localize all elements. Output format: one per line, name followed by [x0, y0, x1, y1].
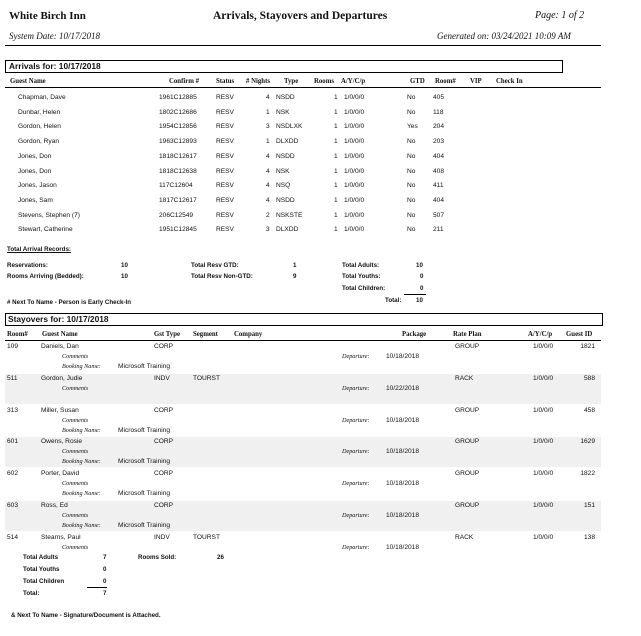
column-header: Segment — [193, 331, 218, 338]
arr-total-label: Total: — [385, 297, 402, 304]
column-header: VIP — [470, 78, 482, 85]
resv-nongtd-label: Total Resv Non-GTD: — [191, 273, 253, 280]
confirm-number-cell: 1818C12638 — [159, 167, 197, 175]
gtd-cell: No — [407, 182, 416, 190]
rate-plan-cell: GROUP — [455, 406, 480, 414]
gtd-cell: Yes — [407, 123, 418, 131]
gtd-cell: No — [407, 211, 416, 219]
status-cell: RESV — [216, 94, 234, 101]
column-header: Gst Type — [154, 331, 180, 338]
room-number-cell: 211 — [433, 226, 444, 234]
departure-date-cell: 10/18/2018 — [386, 480, 420, 488]
table-row — [0, 94, 641, 106]
nights-cell: 2 — [266, 211, 270, 219]
arr-total-value: 10 — [416, 297, 423, 304]
aycp-cell: 1/0/0/0 — [533, 470, 554, 478]
guest-id-cell: 1821 — [580, 343, 595, 350]
guest-name-cell: Gordon, Ryan — [18, 138, 60, 146]
arr-children-value: 0 — [420, 285, 424, 292]
page-number: Page: 1 of 2 — [535, 10, 585, 21]
rooms-cell: 1 — [334, 196, 338, 204]
aycp-cell: 1/0/0/0 — [344, 226, 365, 234]
comments-label: Comments — [62, 512, 89, 519]
table-row — [0, 197, 641, 209]
segment-cell: TOURST — [193, 533, 220, 541]
column-header: # Nights — [246, 78, 270, 85]
table-row — [0, 212, 641, 224]
arr-youths-label: Total Youths: — [342, 273, 381, 280]
resv-nongtd-value: 9 — [293, 273, 297, 280]
booking-name-label: Booking Name: — [62, 522, 101, 529]
aycp-cell: 1/0/0/0 — [344, 167, 365, 175]
guest-type-cell: CORP — [154, 438, 174, 446]
room-number-cell: 601 — [7, 438, 19, 446]
stay-youths-label: Total Youths — [23, 566, 60, 573]
table-row — [0, 501, 641, 531]
column-header: Package — [402, 331, 427, 338]
hotel-name: White Birch Inn — [9, 10, 86, 22]
rate-plan-cell: GROUP — [455, 343, 480, 350]
reservations-value: 10 — [121, 262, 128, 269]
nights-cell: 4 — [266, 167, 270, 175]
guest-name-cell: Dunbar, Helen — [18, 108, 61, 116]
room-number-cell: 602 — [7, 470, 19, 478]
table-row — [0, 138, 641, 150]
confirm-number-cell: 1963C12893 — [159, 138, 197, 146]
departure-date-cell: 10/18/2018 — [386, 416, 420, 424]
column-header: Rooms — [314, 78, 335, 85]
column-header: Room# — [7, 331, 28, 338]
aycp-cell: 1/0/0/0 — [344, 123, 365, 131]
stay-total-value: 7 — [103, 590, 107, 597]
rooms-cell: 1 — [334, 138, 338, 146]
guest-id-cell: 1629 — [580, 438, 595, 446]
stay-children-label: Total Children — [23, 578, 65, 585]
booking-name-label: Booking Name: — [62, 426, 101, 434]
stay-total-rule — [87, 587, 107, 588]
status-cell: RESV — [216, 196, 234, 204]
table-row — [0, 168, 641, 180]
table-row — [0, 226, 641, 238]
column-header: A/Y/C/p — [341, 78, 366, 85]
status-cell: RESV — [216, 167, 234, 175]
column-header: Type — [284, 78, 299, 85]
system-date: System Date: 10/17/2018 — [9, 31, 100, 41]
rate-plan-cell: RACK — [455, 374, 474, 382]
departure-date-cell: 10/18/2018 — [386, 543, 420, 551]
segment-cell: TOURST — [193, 374, 220, 382]
header-divider — [5, 45, 601, 46]
room-number-cell: 313 — [7, 406, 19, 414]
confirm-number-cell: 1802C12686 — [159, 108, 197, 116]
stay-total-label: Total: — [23, 590, 40, 597]
column-header: Guest ID — [566, 331, 593, 338]
guest-name-cell: Miller, Susan — [41, 406, 79, 414]
aycp-cell: 1/0/0/0 — [533, 374, 554, 382]
confirm-number-cell: 117C12604 — [159, 182, 193, 190]
aycp-cell: 1/0/0/0 — [344, 196, 365, 204]
room-type-cell: NSDD — [276, 94, 295, 101]
guest-type-cell: CORP — [154, 406, 174, 414]
early-checkin-note: # Next To Name - Person is Early Check-In — [7, 299, 132, 306]
aycp-cell: 1/0/0/0 — [533, 533, 554, 541]
booking-name-cell: Microsoft Training — [118, 426, 171, 434]
aycp-cell: 1/0/0/0 — [533, 502, 554, 509]
rooms-sold-value: 26 — [217, 554, 224, 561]
guest-type-cell: INDV — [154, 374, 170, 382]
rate-plan-cell: GROUP — [455, 502, 480, 509]
nights-cell: 4 — [266, 182, 270, 190]
aycp-cell: 1/0/0/0 — [344, 152, 365, 160]
gtd-cell: No — [407, 108, 416, 116]
guest-name-cell: Gordon, Helen — [18, 123, 61, 131]
room-number-cell: 511 — [7, 374, 18, 382]
column-header: A/Y/C/p — [528, 331, 553, 338]
guest-id-cell: 588 — [583, 374, 595, 382]
status-cell: RESV — [216, 138, 234, 146]
arr-adults-value: 10 — [416, 262, 423, 269]
gtd-cell: No — [407, 167, 416, 175]
nights-cell: 3 — [266, 226, 270, 234]
table-row — [0, 182, 641, 194]
confirm-number-cell: 1961C12885 — [159, 94, 197, 101]
arrival-totals-title: Total Arrival Records: — [7, 246, 71, 253]
rooms-arriving-value: 10 — [121, 273, 128, 280]
gtd-cell: No — [407, 196, 416, 204]
rooms-cell: 1 — [334, 167, 338, 175]
report-title: Arrivals, Stayovers and Departures — [213, 10, 388, 22]
status-cell: RESV — [216, 123, 234, 131]
column-header: Guest Name — [10, 78, 46, 85]
stay-children-value: 0 — [103, 578, 107, 585]
table-row — [0, 123, 641, 135]
gtd-cell: No — [407, 94, 416, 101]
guest-name-cell: Jones, Sam — [18, 196, 53, 204]
aycp-cell: 1/0/0/0 — [344, 138, 365, 146]
arrivals-section-title: Arrivals for: 10/17/2018 — [9, 61, 101, 71]
column-header: Check In — [496, 78, 523, 85]
stayovers-title-box — [5, 313, 603, 326]
nights-cell: 3 — [266, 123, 270, 131]
room-type-cell: NSDD — [276, 196, 295, 204]
guest-name-cell: Porter, David — [41, 470, 80, 478]
room-number-cell: 404 — [433, 196, 445, 204]
nights-cell: 1 — [266, 138, 270, 146]
guest-type-cell: CORP — [154, 343, 174, 350]
comments-label: Comments — [62, 416, 89, 424]
confirm-number-cell: 1817C12617 — [159, 196, 197, 204]
room-number-cell: 411 — [433, 182, 444, 190]
gtd-cell: No — [407, 152, 416, 160]
comments-label: Comments — [62, 543, 89, 551]
guest-id-cell: 1822 — [580, 470, 595, 478]
table-row — [0, 109, 641, 121]
table-row — [0, 469, 641, 499]
signature-note: & Next To Name - Signature/Document is Attached. — [11, 612, 161, 619]
room-number-cell: 603 — [7, 502, 19, 509]
guest-type-cell: INDV — [154, 533, 170, 541]
rooms-cell: 1 — [334, 94, 338, 101]
arr-total-rule — [404, 294, 426, 295]
aycp-cell: 1/0/0/0 — [344, 211, 365, 219]
room-type-cell: NSDD — [276, 152, 295, 160]
booking-name-cell: Microsoft Training — [118, 458, 171, 466]
aycp-cell: 1/0/0/0 — [344, 94, 365, 101]
rate-plan-cell: GROUP — [455, 470, 480, 478]
column-header: Confirm # — [169, 78, 200, 85]
table-row — [0, 533, 641, 563]
nights-cell: 1 — [266, 108, 270, 116]
room-number-cell: 204 — [433, 123, 445, 131]
guest-name-cell: Jones, Don — [18, 167, 52, 175]
column-header: Rate Plan — [453, 331, 482, 338]
confirm-number-cell: 1818C12617 — [159, 152, 197, 160]
stayovers-header-rule — [5, 340, 601, 341]
departure-label: Departure: — [342, 448, 370, 456]
table-row — [0, 437, 641, 467]
column-header: GTD — [410, 78, 425, 85]
reservations-label: Reservations: — [7, 262, 48, 269]
guest-type-cell: CORP — [154, 470, 174, 478]
rate-plan-cell: GROUP — [455, 438, 480, 446]
status-cell: RESV — [216, 211, 234, 219]
stay-youths-value: 0 — [103, 566, 107, 573]
rooms-cell: 1 — [334, 108, 338, 116]
column-header: Company — [234, 331, 263, 338]
room-number-cell: 118 — [433, 108, 444, 116]
guest-type-cell: CORP — [154, 502, 174, 509]
nights-cell: 4 — [266, 196, 270, 204]
room-type-cell: DLXDD — [276, 226, 299, 234]
guest-id-cell: 458 — [583, 406, 595, 414]
departure-label: Departure: — [342, 543, 370, 551]
gtd-cell: No — [407, 138, 416, 146]
room-number-cell: 109 — [7, 343, 19, 350]
guest-id-cell: 151 — [583, 502, 595, 509]
nights-cell: 4 — [266, 94, 270, 101]
column-header: Status — [216, 78, 235, 85]
stay-adults-value: 7 — [103, 554, 107, 561]
confirm-number-cell: 1951C12845 — [159, 226, 197, 234]
room-number-cell: 514 — [7, 533, 19, 541]
room-type-cell: NSK — [276, 108, 290, 116]
booking-name-cell: Microsoft Training — [118, 522, 171, 529]
rooms-cell: 1 — [334, 211, 338, 219]
arr-children-label: Total Children: — [342, 285, 386, 292]
gtd-cell: No — [407, 226, 416, 234]
table-row — [0, 342, 641, 372]
status-cell: RESV — [216, 152, 234, 160]
resv-gtd-value: 1 — [293, 262, 297, 269]
room-type-cell: DLXDD — [276, 138, 299, 146]
guest-name-cell: Owens, Rosie — [41, 438, 83, 446]
booking-name-label: Booking Name: — [62, 458, 101, 466]
comments-label: Comments — [62, 448, 89, 456]
guest-name-cell: Daniels, Dan — [41, 343, 79, 350]
stayovers-section-title: Stayovers for: 10/17/2018 — [8, 314, 109, 324]
guest-name-cell: Jones, Jason — [18, 182, 57, 190]
room-number-cell: 404 — [433, 152, 445, 160]
confirm-number-cell: 206C12549 — [159, 211, 194, 219]
aycp-cell: 1/0/0/0 — [533, 406, 554, 414]
room-number-cell: 405 — [433, 94, 445, 101]
status-cell: RESV — [216, 182, 234, 190]
arr-youths-value: 0 — [420, 273, 424, 280]
rate-plan-cell: RACK — [455, 533, 474, 541]
departure-date-cell: 10/18/2018 — [386, 512, 420, 519]
aycp-cell: 1/0/0/0 — [533, 343, 554, 350]
departure-date-cell: 10/22/2018 — [386, 384, 420, 392]
confirm-number-cell: 1954C12856 — [159, 123, 197, 131]
comments-label: Comments — [62, 353, 89, 360]
status-cell: RESV — [216, 108, 234, 116]
arrivals-header-rule — [5, 87, 601, 88]
rooms-cell: 1 — [334, 152, 338, 160]
nights-cell: 4 — [266, 152, 270, 160]
aycp-cell: 1/0/0/0 — [533, 438, 554, 446]
aycp-cell: 1/0/0/0 — [344, 108, 365, 116]
booking-name-label: Booking Name: — [62, 363, 101, 370]
rooms-arriving-label: Rooms Arriving (Bedded): — [7, 273, 84, 280]
departure-label: Departure: — [342, 512, 370, 519]
departure-date-cell: 10/18/2018 — [386, 353, 420, 360]
stay-adults-label: Total Adults — [23, 554, 59, 561]
room-type-cell: NSKSTE — [276, 211, 303, 219]
column-header: Guest Name — [42, 331, 78, 338]
guest-name-cell: Jones, Don — [18, 152, 52, 160]
guest-name-cell: Stewart, Catherine — [18, 226, 73, 234]
guest-name-cell: Gordon, Judie — [41, 374, 83, 382]
room-type-cell: NSDLXK — [276, 123, 303, 131]
departure-label: Departure: — [342, 480, 370, 488]
resv-gtd-label: Total Resv GTD: — [191, 262, 239, 269]
comments-label: Comments — [62, 384, 89, 392]
status-cell: RESV — [216, 226, 234, 234]
booking-name-cell: Microsoft Training — [118, 490, 171, 498]
booking-name-label: Booking Name: — [62, 490, 101, 498]
rooms-sold-label: Rooms Sold: — [138, 554, 177, 561]
rooms-cell: 1 — [334, 123, 338, 131]
room-number-cell: 203 — [433, 138, 445, 146]
departure-label: Departure: — [342, 416, 370, 424]
arrivals-title-box — [5, 60, 563, 73]
table-row — [0, 374, 641, 404]
table-row — [0, 406, 641, 436]
guest-id-cell: 138 — [583, 533, 595, 541]
departure-label: Departure: — [342, 384, 370, 392]
guest-name-cell: Chapman, Dave — [18, 94, 66, 101]
room-number-cell: 507 — [433, 211, 445, 219]
column-header: Room# — [435, 78, 456, 85]
rooms-cell: 1 — [334, 226, 338, 234]
departure-date-cell: 10/18/2018 — [386, 448, 420, 456]
rooms-cell: 1 — [334, 182, 338, 190]
generated-on: Generated on: 03/24/2021 10:09 AM — [437, 31, 571, 41]
room-type-cell: NSQ — [276, 182, 291, 190]
aycp-cell: 1/0/0/0 — [344, 182, 365, 190]
guest-name-cell: Ross, Ed — [41, 502, 68, 509]
arr-adults-label: Total Adults: — [342, 262, 380, 269]
table-row — [0, 153, 641, 165]
guest-name-cell: Stevens, Stephen (7) — [18, 211, 80, 219]
guest-name-cell: Stearns, Paul — [41, 533, 81, 541]
departure-label: Departure: — [342, 353, 370, 360]
room-number-cell: 408 — [433, 167, 445, 175]
room-type-cell: NSK — [276, 167, 290, 175]
booking-name-cell: Microsoft Training — [118, 363, 171, 370]
comments-label: Comments — [62, 480, 89, 488]
